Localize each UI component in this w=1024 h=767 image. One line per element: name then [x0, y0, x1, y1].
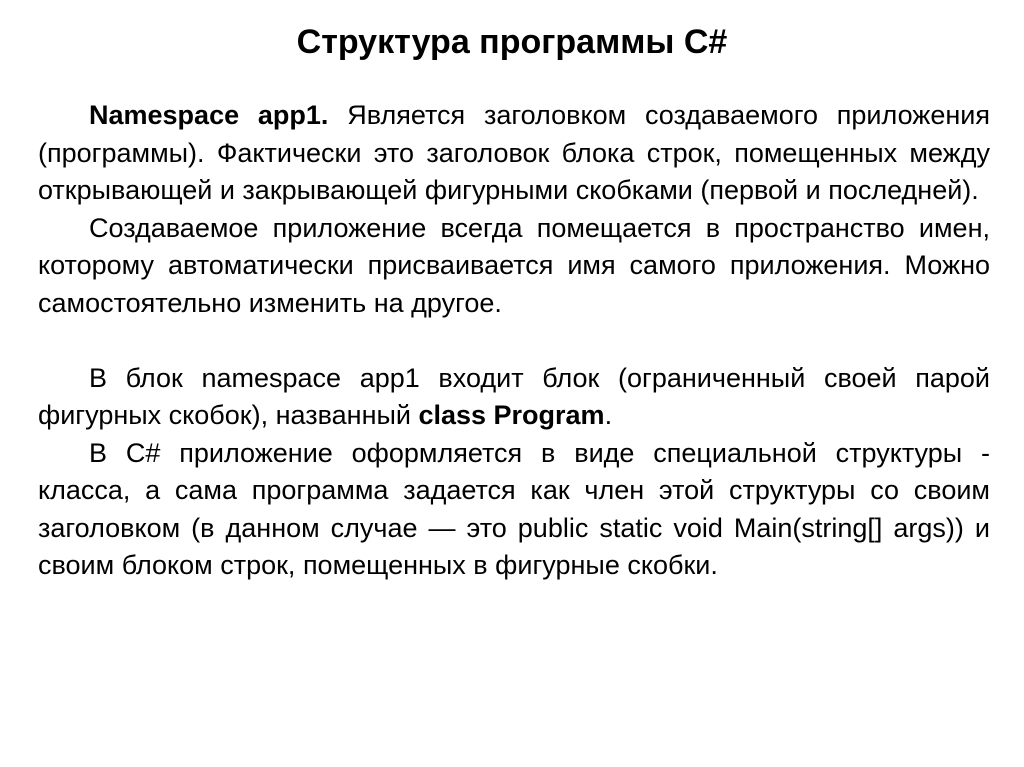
paragraph-app-namespace — [38, 210, 990, 323]
namespace-description: Является заголовком создаваемого приложения (программы). Фактически это заголовок блока строк, помещенных между открывающей и закрывающей фигурными скобками (первой и последней). — [38, 100, 990, 205]
app-namespace-text: Создаваемое приложение всегда помещается в пространство имен, которому автоматически присваивается имя самого приложения. Можно самостоятельно изменить на другое. — [38, 212, 990, 318]
class-program-end: . — [604, 400, 613, 430]
class-program-intro: В блок namespace app1 входит блок (ограниченный своей парой фигурных скобок), названный — [38, 362, 990, 430]
class-program-term: class Program — [418, 400, 605, 430]
paragraph-spacer — [38, 322, 990, 360]
namespace-term: Namespace app1. — [89, 100, 329, 130]
paragraph-class-structure — [38, 435, 990, 585]
paragraph-class-program — [38, 360, 990, 435]
class-structure-text: В C# приложение оформляется в виде специальной структуры - класса, а сама программа задается как член этой структуры со своим заголовком (в данном случае — это public static void Main(string[] args)) и своим блоком строк, помещенных в фигурные скобки. — [38, 437, 990, 580]
slide-title: Структура программы C# — [296, 23, 728, 61]
paragraph-namespace — [38, 97, 990, 210]
slide-body — [38, 97, 990, 585]
